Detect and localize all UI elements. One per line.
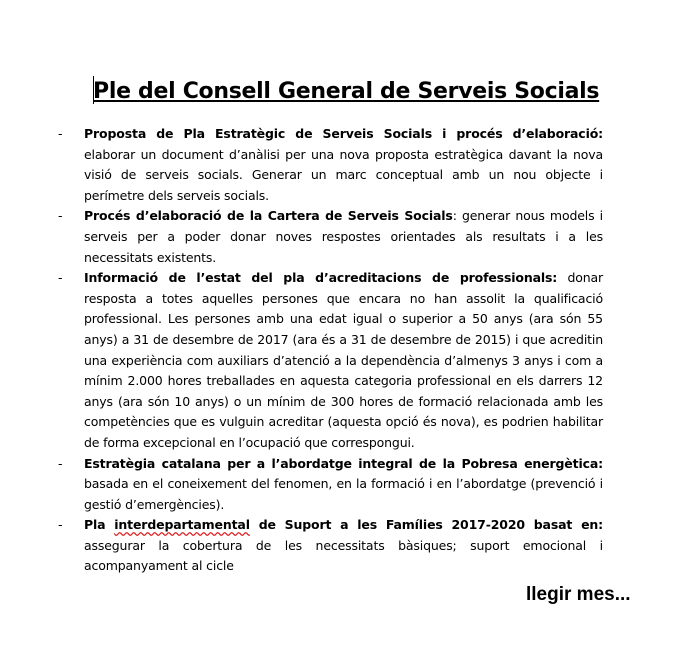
item-heading — [84, 517, 603, 532]
item-heading: Procés d’elaboració de la Cartera de Serveis Socials — [84, 208, 453, 224]
bullet-dash: - — [58, 455, 63, 471]
list-item — [56, 206, 603, 268]
list-item — [56, 454, 603, 516]
agenda-list — [56, 124, 603, 577]
bullet-dash: - — [58, 126, 63, 141]
item-heading-post: de Suport a les Famílies 2017-2020 basat en: — [249, 517, 603, 533]
list-item — [56, 124, 603, 206]
document-title: Ple del Consell General de Serveis Socials — [93, 79, 600, 104]
item-heading: Estratègia catalana per a l’abordatge integral de la Pobresa energètica: — [84, 455, 603, 471]
item-text: basada en el coneixement del fenomen, en la formació i en l’abordatge (prevenció i gestió d’emergències). — [84, 476, 603, 512]
item-text: donar resposta a totes aquelles persones que encara no han assolit la qualificació professional. Les persones amb una edat igual o superior a 50 anys (ara són 55 anys) a 31 de desembre de 2017 (ara és a 31 de desembre de 2015) i que acreditin una experiència com auxiliars d’atenció a la dependència d’almenys 3 anys i com a mínim 2.000 hores treballades en aquesta categoria professional en els darrers 12 anys (ara són 10 anys) o un mínim de 300 hores de formació relacionada amb les competències que es vulguin acreditar (aquesta opció és nova), es podrien habilitar de forma excepcional en l’ocupació que correspongui. — [84, 270, 603, 450]
spellcheck-flagged-word: interdepartamental — [114, 517, 250, 533]
item-heading: Informació de l’estat del pla d’acreditacions de professionals: — [84, 270, 558, 286]
bullet-dash: - — [58, 208, 63, 224]
bullet-dash: - — [58, 270, 63, 286]
item-text: elaborar un document d’anàlisi per una nova proposta estratègica davant la nova visió de serveis socials. Generar un marc conceptual amb un nou objecte i perímetre dels serveis socials. — [84, 146, 603, 203]
read-more-link[interactable]: llegir mes... — [526, 584, 631, 605]
item-text: assegurar la cobertura de les necessitats bàsiques; suport emocional i acompanyament al cicle — [84, 537, 603, 574]
bullet-dash: - — [58, 517, 63, 533]
item-heading-pre: Pla — [84, 517, 115, 533]
list-item — [56, 515, 603, 577]
list-item — [56, 268, 603, 453]
item-text: : generar nous models i serveis per a poder donar noves respostes orientades als resultats i a les necessitats existents. — [84, 208, 603, 265]
item-heading: Proposta de Pla Estratègic de Serveis Socials i procés d’elaboració: — [84, 126, 603, 141]
